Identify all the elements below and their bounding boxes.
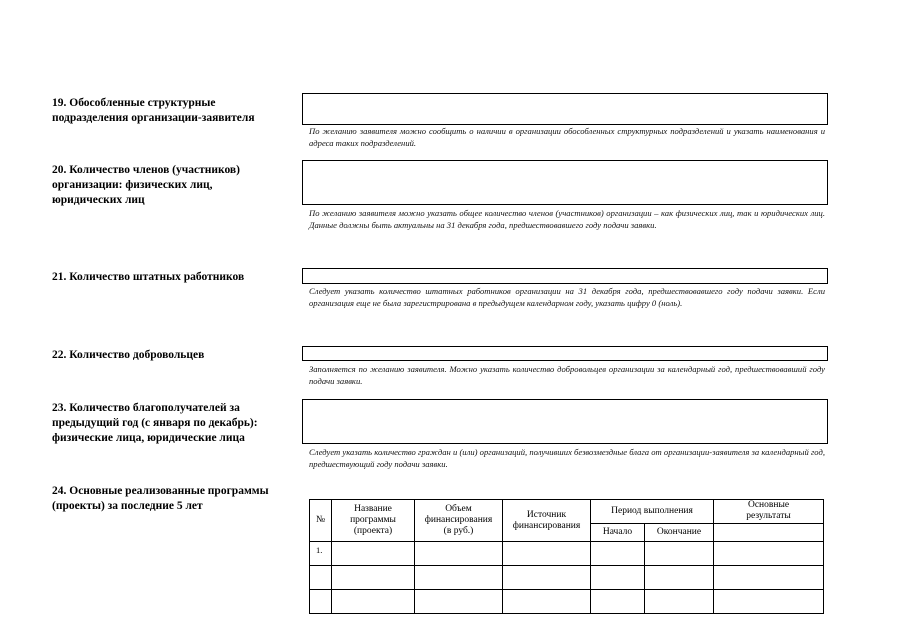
- section-23-label: 23. Количество благополучателей за предыдущий год (с января по декабрь): физические лица, юридические лица: [52, 402, 258, 444]
- section-20-label: 20. Количество членов (участников) организации: физических лиц, юридических лиц: [52, 164, 240, 206]
- section-20-input[interactable]: [302, 160, 828, 205]
- cell-results[interactable]: [714, 590, 824, 614]
- col-header-results: Основные результаты: [714, 500, 824, 524]
- cell-source[interactable]: [503, 542, 591, 566]
- section-22-hint: Заполняется по желанию заявителя. Можно указать количество добровольцев организации за календарный год, предшествовавший году подачи заявки.: [309, 364, 825, 386]
- col-header-num: №: [310, 500, 332, 542]
- section-19-label: 19. Обособленные структурные подразделения организации-заявителя: [52, 97, 255, 124]
- col-header-source: Источник финансирования: [503, 500, 591, 542]
- cell-name[interactable]: [332, 542, 415, 566]
- cell-end[interactable]: [645, 566, 714, 590]
- cell-volume[interactable]: [415, 542, 503, 566]
- col-header-results-sub: [714, 524, 824, 542]
- cell-start[interactable]: [591, 542, 645, 566]
- section-19-hint: По желанию заявителя можно сообщить о наличии в организации обособленных структурных подразделений и указать наименования и адреса таких подразделений.: [309, 126, 825, 148]
- row-number: [310, 566, 332, 590]
- table-row: [310, 590, 824, 614]
- cell-name[interactable]: [332, 566, 415, 590]
- section-19-input[interactable]: [302, 93, 828, 125]
- cell-results[interactable]: [714, 542, 824, 566]
- cell-end[interactable]: [645, 590, 714, 614]
- cell-start[interactable]: [591, 566, 645, 590]
- col-header-end: Окончание: [645, 524, 714, 542]
- row-number: 1.: [310, 542, 332, 566]
- cell-volume[interactable]: [415, 590, 503, 614]
- col-header-period: Период выполнения: [591, 500, 714, 524]
- cell-start[interactable]: [591, 590, 645, 614]
- table-row: [310, 566, 824, 590]
- section-22-input[interactable]: [302, 346, 828, 361]
- cell-source[interactable]: [503, 590, 591, 614]
- section-23-hint: Следует указать количество граждан и (или) организаций, получивших безвозмездные блага от организации-заявителя за календарный год, предшествующий году подачи заявки.: [309, 447, 825, 469]
- section-20-hint: По желанию заявителя можно указать общее количество членов (участников) организации – как физических лиц, так и юридических лиц. Данные должны быть актуальны на 31 декабря года, предшествовавшего году подачи заявки.: [309, 208, 825, 230]
- cell-name[interactable]: [332, 590, 415, 614]
- section-21-hint: Следует указать количество штатных работников организации на 31 декабря года, предшествовавшего году подачи заявки. Если организация еще не была зарегистрирована в предыдущем календарном году, указать цифру 0 (ноль).: [309, 286, 825, 308]
- section-24-label: 24. Основные реализованные программы (проекты) за последние 5 лет: [52, 485, 269, 512]
- col-header-start: Начало: [591, 524, 645, 542]
- cell-end[interactable]: [645, 542, 714, 566]
- col-header-volume: Объем финансирования (в руб.): [415, 500, 503, 542]
- row-number: [310, 590, 332, 614]
- programs-table: [309, 499, 824, 614]
- section-22-label: 22. Количество добровольцев: [52, 349, 205, 361]
- cell-results[interactable]: [714, 566, 824, 590]
- section-21-input[interactable]: [302, 268, 828, 284]
- section-23-input[interactable]: [302, 399, 828, 444]
- cell-volume[interactable]: [415, 566, 503, 590]
- cell-source[interactable]: [503, 566, 591, 590]
- col-header-name: Название программы (проекта): [332, 500, 415, 542]
- table-row: [310, 542, 824, 566]
- section-21-label: 21. Количество штатных работников: [52, 271, 245, 283]
